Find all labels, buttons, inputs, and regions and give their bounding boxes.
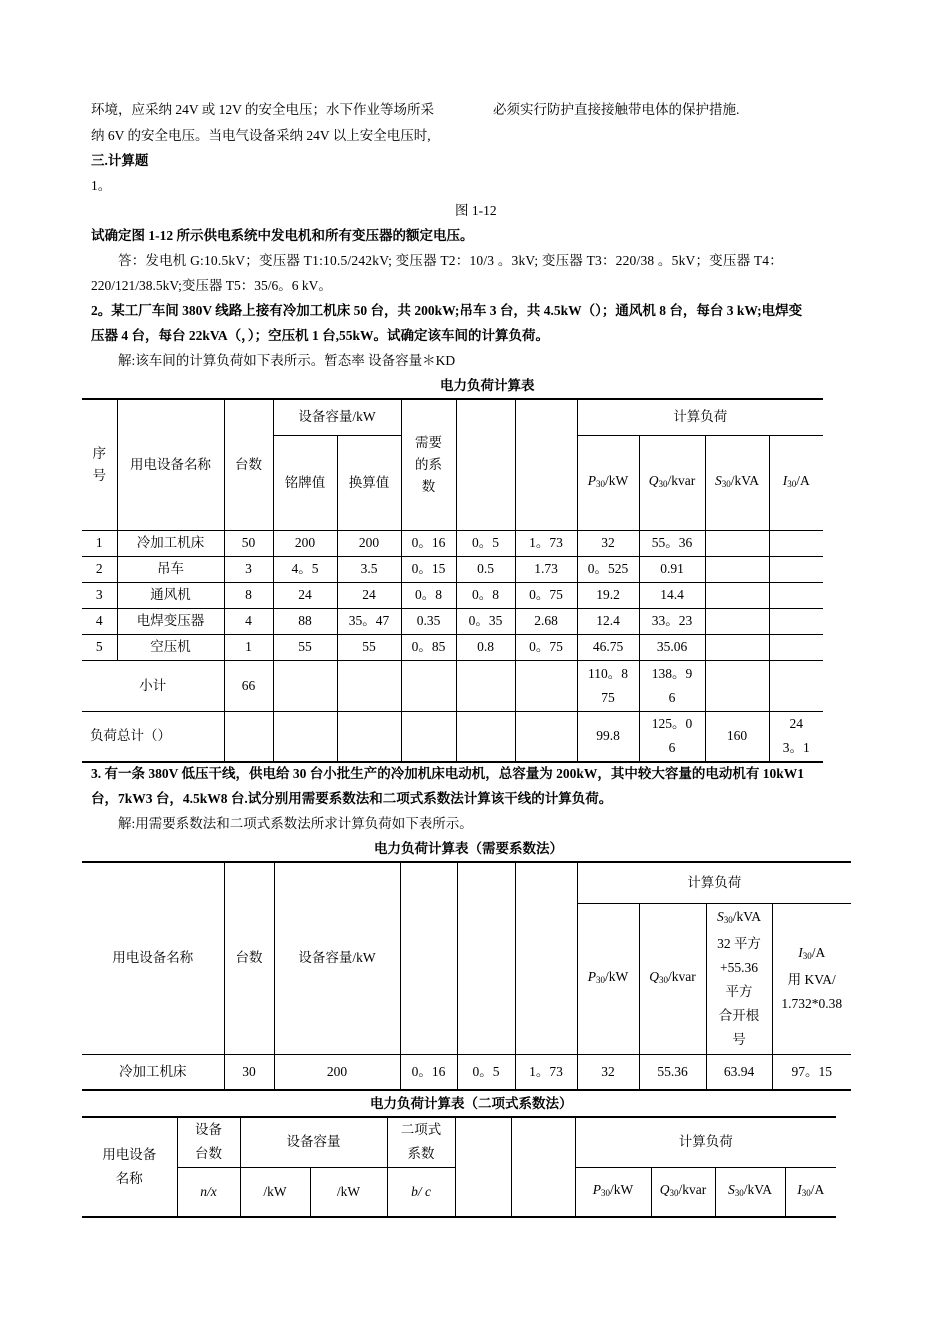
t3-header-p30: $P_{30}/kW$ [575, 1167, 651, 1217]
subtotal-label: 小计 [82, 660, 224, 711]
section-title: 三.计算题 [91, 153, 149, 168]
cell [769, 530, 823, 556]
cell: 0。16 [401, 530, 456, 556]
cell: 3 [82, 582, 117, 608]
cell [401, 711, 456, 762]
cell: 0。35 [456, 608, 515, 634]
q2-question-line-1: 2。某工厂车间 380V 线路上接有冷加工机床 50 台，共 200kW;吊车 3 台，共 4.5kW（）；通风机 8 台，每台 3 kW;电焊变 [91, 303, 803, 318]
cell: 冷加工机床 [82, 1054, 224, 1090]
header-q30: $Q_{30}$/kvar [639, 435, 705, 530]
cell: 50 [224, 530, 273, 556]
cell: 32 [577, 1054, 639, 1090]
cell: 200 [337, 530, 401, 556]
cell: 1 [82, 530, 117, 556]
table-row [82, 556, 823, 582]
q1-answer-line-2: 220/121/38.5kV;变压器 T5：35/6。6 kV。 [91, 278, 332, 293]
header-count: 台数 [224, 399, 273, 530]
cell: 0.91 [639, 556, 705, 582]
header-seq: 序号 [82, 399, 117, 530]
cell [769, 660, 823, 711]
t3-header-blank-2 [511, 1117, 575, 1217]
cell: 46.75 [577, 634, 639, 660]
intro-line-1-left: 环境，应采纳 24V 或 12V 的安全电压；水下作业等场所采 [91, 102, 435, 117]
header-s30: $S_{30}$/kVA [705, 435, 769, 530]
cell: 0。75 [515, 634, 577, 660]
cell: 35.06 [639, 634, 705, 660]
cell: 0.35 [401, 608, 456, 634]
figure-caption: 图 1-12 [455, 203, 497, 218]
cell [456, 660, 515, 711]
cell [705, 660, 769, 711]
cell: 19.2 [577, 582, 639, 608]
t3-header-s30: $S_{30}$/kVA [715, 1167, 785, 1217]
cell: 63.94 [706, 1054, 772, 1090]
t3-header-blank-1 [455, 1117, 511, 1217]
cell: 0。525 [577, 556, 639, 582]
t2-header-q30: $Q_{30}$/kvar [639, 903, 706, 1054]
cell: 0。15 [401, 556, 456, 582]
q3-question-line-1: 3. 有一条 380V 低压干线，供电给 30 台小批生产的冷加机床电动机，总容量为 200kW，其中较大容量的电动机有 10kW1 [91, 766, 805, 781]
q2-solution: 解:该车间的计算负荷如下表所示。暂态率 设备容量＊KD [118, 353, 456, 368]
cell: 97。15 [772, 1054, 851, 1090]
cell: 14.4 [639, 582, 705, 608]
q1-answer-line-1: 答：发电机 G:10.5kV；变压器 T1:10.5/242kV; 变压器 T2：10/3 。3kV; 变压器 T3：220/38 。5kV；变压器 T4： [118, 253, 783, 268]
load-calc-table [82, 398, 823, 763]
t2-header-count: 台数 [224, 862, 274, 1054]
cell: 0.5 [456, 556, 515, 582]
cell [705, 556, 769, 582]
t3-header-q30: $Q_{30}$/kvar [651, 1167, 715, 1217]
cell: 5 [82, 634, 117, 660]
intro-line-1-right: 必须实行防护直接接触带电体的保护措施. [493, 102, 740, 117]
t3-header-binomial: 二项式系数 [387, 1117, 455, 1167]
t2-header-blank-1 [400, 862, 457, 1054]
q3-table2-title: 电力负荷计算表（二项式系数法） [370, 1096, 573, 1111]
cell: 55 [337, 634, 401, 660]
total-s30: 160 [705, 711, 769, 762]
cell: 冷加工机床 [117, 530, 224, 556]
cell: 33。23 [639, 608, 705, 634]
cell [515, 660, 577, 711]
cell: 2 [82, 556, 117, 582]
cell [515, 711, 577, 762]
cell: 24 [273, 582, 337, 608]
table-row [82, 530, 823, 556]
binomial-coef-table [82, 1116, 836, 1218]
cell: 88 [273, 608, 337, 634]
cell [769, 556, 823, 582]
table-row [82, 1054, 851, 1090]
cell: 200 [274, 1054, 400, 1090]
cell: 0.8 [456, 634, 515, 660]
cell: 35。47 [337, 608, 401, 634]
total-label: 负荷总计（） [82, 711, 224, 762]
total-q30: 125。06 [639, 711, 705, 762]
cell: 4。5 [273, 556, 337, 582]
t2-header-i30: $I_{30}/A$ 用 KVA/ 1.732*0.38 [772, 903, 851, 1054]
q3-solution: 解:用需要系数法和二项式系数法所求计算负荷如下表所示。 [118, 816, 473, 831]
cell: 55 [273, 634, 337, 660]
cell: 通风机 [117, 582, 224, 608]
intro-line-2: 纳 6V 的安全电压。当电气设备采纳 24V 以上安全电压时, [91, 128, 431, 143]
cell [401, 660, 456, 711]
cell: 1。73 [515, 530, 577, 556]
table-row [82, 634, 823, 660]
cell: 电焊变压器 [117, 608, 224, 634]
cell [705, 582, 769, 608]
cell: 0。8 [456, 582, 515, 608]
header-i30: $I_{30}/A$ [769, 435, 823, 530]
header-name: 用电设备名称 [117, 399, 224, 530]
t3-header-nx: n/x [177, 1167, 240, 1217]
q1-question: 试确定图 1-12 所示供电系统中发电机和所有变压器的额定电压。 [91, 228, 474, 243]
q2-table-title: 电力负荷计算表 [440, 378, 535, 393]
demand-coef-table [82, 861, 851, 1091]
t2-header-blank-2 [457, 862, 515, 1054]
cell: 0。16 [400, 1054, 457, 1090]
cell: 4 [224, 608, 273, 634]
subtotal-p30: 110。875 [577, 660, 639, 711]
cell: 2.68 [515, 608, 577, 634]
t3-header-calc-load: 计算负荷 [575, 1117, 836, 1167]
t3-header-i30: $I_{30}/A$ [785, 1167, 836, 1217]
t2-header-blank-3 [515, 862, 577, 1054]
header-converted: 换算值 [337, 435, 401, 530]
header-capacity: 设备容量/kW [273, 399, 401, 435]
cell: 3 [224, 556, 273, 582]
t3-header-name: 用电设备名称 [82, 1117, 177, 1217]
cell: 200 [273, 530, 337, 556]
total-i30: 243。1 [769, 711, 823, 762]
table-row [82, 608, 823, 634]
cell [769, 634, 823, 660]
cell: 30 [224, 1054, 274, 1090]
table-row [82, 582, 823, 608]
q1-number: 1。 [91, 178, 112, 193]
cell [337, 660, 401, 711]
total-row [82, 711, 823, 762]
cell: 1 [224, 634, 273, 660]
cell: 12.4 [577, 608, 639, 634]
cell: 8 [224, 582, 273, 608]
q3-table1-title: 电力负荷计算表（需要系数法） [374, 841, 563, 856]
cell [224, 711, 273, 762]
t2-header-capacity: 设备容量/kW [274, 862, 400, 1054]
cell: 0。85 [401, 634, 456, 660]
cell: 空压机 [117, 634, 224, 660]
q3-question-line-2: 台，7kW3 台，4.5kW8 台.试分别用需要系数法和二项式系数法计算该干线的计算负荷。 [91, 791, 613, 806]
t2-header-s30: $S_{30}$/kVA 32 平方 +55.36 平方 合开根 号 [706, 903, 772, 1054]
cell [705, 530, 769, 556]
t3-header-capacity: 设备容量 [240, 1117, 387, 1167]
cell [705, 608, 769, 634]
cell: 32 [577, 530, 639, 556]
header-p30: $P_{30}/kW$ [577, 435, 639, 530]
header-demand: 需要的系数 [401, 399, 456, 530]
cell: 55。36 [639, 530, 705, 556]
cell: 1.73 [515, 556, 577, 582]
t2-header-p30: $P_{30}/kW$ [577, 903, 639, 1054]
header-calc-load: 计算负荷 [577, 399, 823, 435]
header-nameplate: 铭牌值 [273, 435, 337, 530]
cell [769, 608, 823, 634]
cell: 55.36 [639, 1054, 706, 1090]
cell: 0。5 [456, 530, 515, 556]
cell [456, 711, 515, 762]
cell [273, 711, 337, 762]
cell: 0。8 [401, 582, 456, 608]
cell: 吊车 [117, 556, 224, 582]
total-p30: 99.8 [577, 711, 639, 762]
cell [337, 711, 401, 762]
cell: 0。5 [457, 1054, 515, 1090]
t2-header-calc-load: 计算负荷 [577, 862, 851, 903]
header-blank-1 [456, 399, 515, 530]
subtotal-q30: 138。96 [639, 660, 705, 711]
subtotal-row [82, 660, 823, 711]
cell: 3.5 [337, 556, 401, 582]
t3-header-kw-2: /kW [310, 1167, 387, 1217]
t3-header-bc: b/ c [387, 1167, 455, 1217]
q2-question-line-2: 压器 4 台，每台 22kVA（，）；空压机 1 台,55kW。试确定该车间的计算负荷。 [91, 328, 550, 343]
cell [705, 634, 769, 660]
cell: 0。75 [515, 582, 577, 608]
t3-header-kw-1: /kW [240, 1167, 310, 1217]
cell: 1。73 [515, 1054, 577, 1090]
subtotal-count: 66 [224, 660, 273, 711]
cell [273, 660, 337, 711]
cell: 4 [82, 608, 117, 634]
cell [769, 582, 823, 608]
header-blank-2 [515, 399, 577, 530]
t2-header-name: 用电设备名称 [82, 862, 224, 1054]
t3-header-count: 设备台数 [177, 1117, 240, 1167]
cell: 24 [337, 582, 401, 608]
